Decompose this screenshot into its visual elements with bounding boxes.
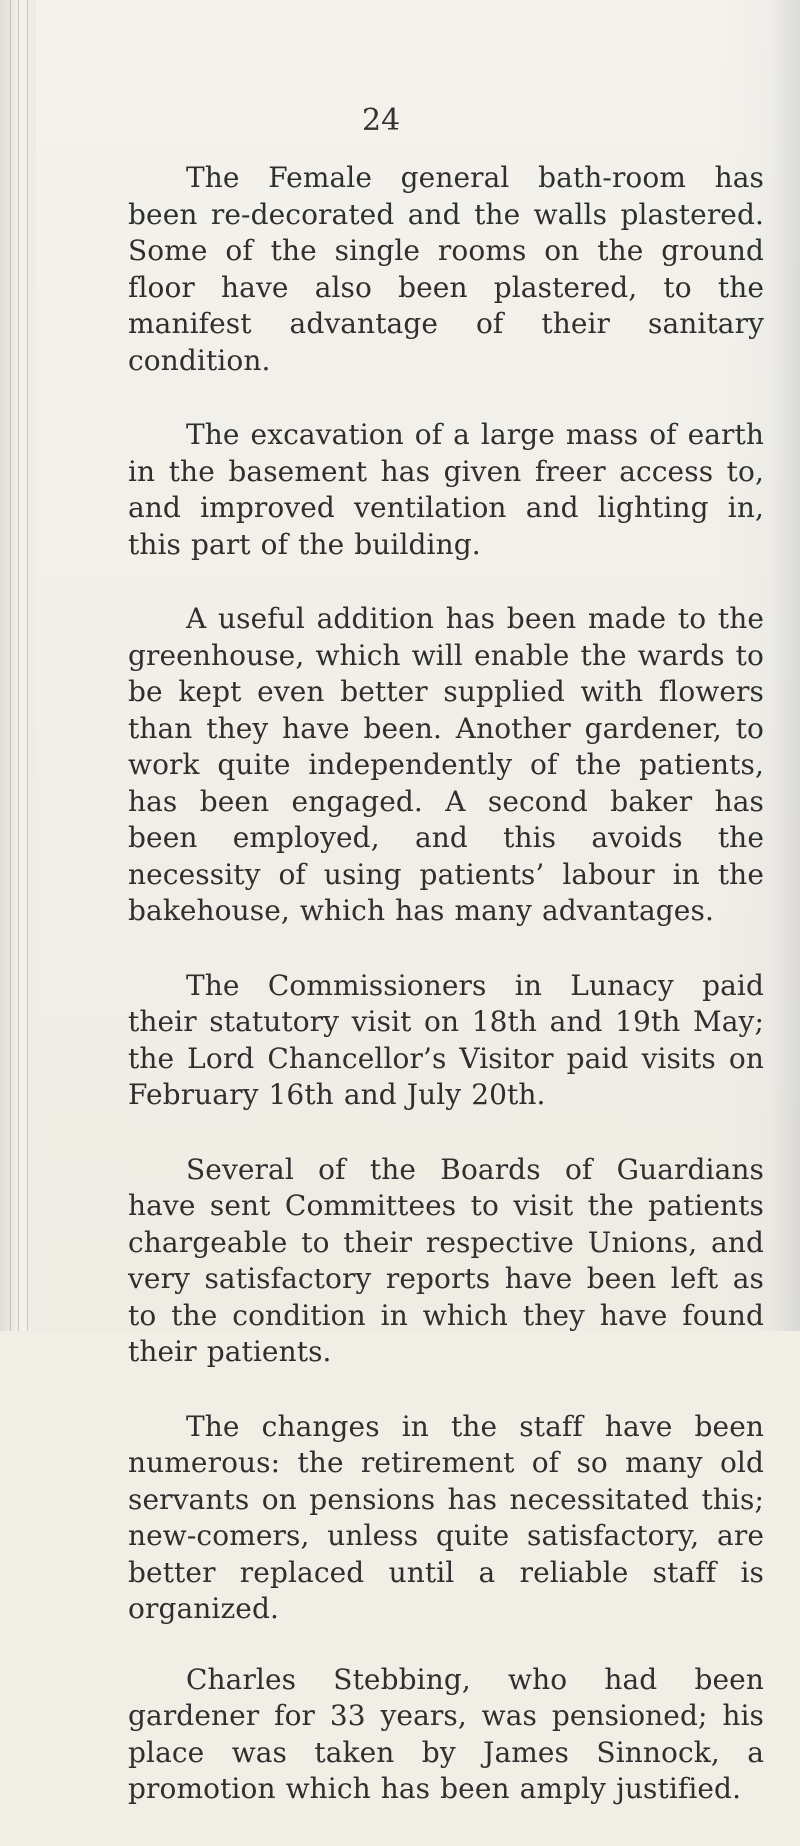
binding-line xyxy=(27,0,28,1331)
paragraph-staff-changes: The changes in the staff have been numerous: the retirement of so many old servants on pensions has necessitated this; new-comers, unless quite satisfactory, are better replaced until a reliable staff is organized. xyxy=(128,1409,764,1625)
binding-line xyxy=(18,0,19,1331)
page-edge-shadow xyxy=(772,0,800,1331)
paragraph-guardians: Several of the Boards of Guardians have sent Committees to visit the patients chargeable to their respective Unions, and very satisfactory reports have been left as to the condition in which they have found their patients. xyxy=(128,1152,764,1368)
paragraph-charles-stebbing: Charles Stebbing, who had been gardener for 33 years, was pensioned; his place was taken by James Sinnock, a promotion which has been amply justified. xyxy=(128,1662,764,1805)
paragraph-commissioners: The Commissioners in Lunacy paid their statutory visit on 18th and 19th May; the Lord Chancellor’s Visitor paid visits on February 16th and July 20th. xyxy=(128,968,764,1111)
binding-line xyxy=(10,0,11,1331)
paragraph-bath-room: The Female general bath-room has been re-decorated and the walls plastered. Some of the single rooms on the ground floor have also been plastered, to the manifest advantage of their sanitary condition. xyxy=(128,161,764,377)
paragraph-greenhouse: A useful addition has been made to the greenhouse, which will enable the wards to be kept even better supplied with flowers than they have been. Another gardener, to work quite independently of the patients, has been engaged. A second baker has been employed, and this avoids the necessity of using patients’ labour in the bakehouse, which has many advantages. xyxy=(128,602,764,927)
paragraph-excavation: The excavation of a large mass of earth in the basement has given freer access to, and improved ventilation and lighting in, this part of the building. xyxy=(128,418,764,561)
page-text xyxy=(128,160,764,1846)
page-number: 24 xyxy=(362,103,401,138)
